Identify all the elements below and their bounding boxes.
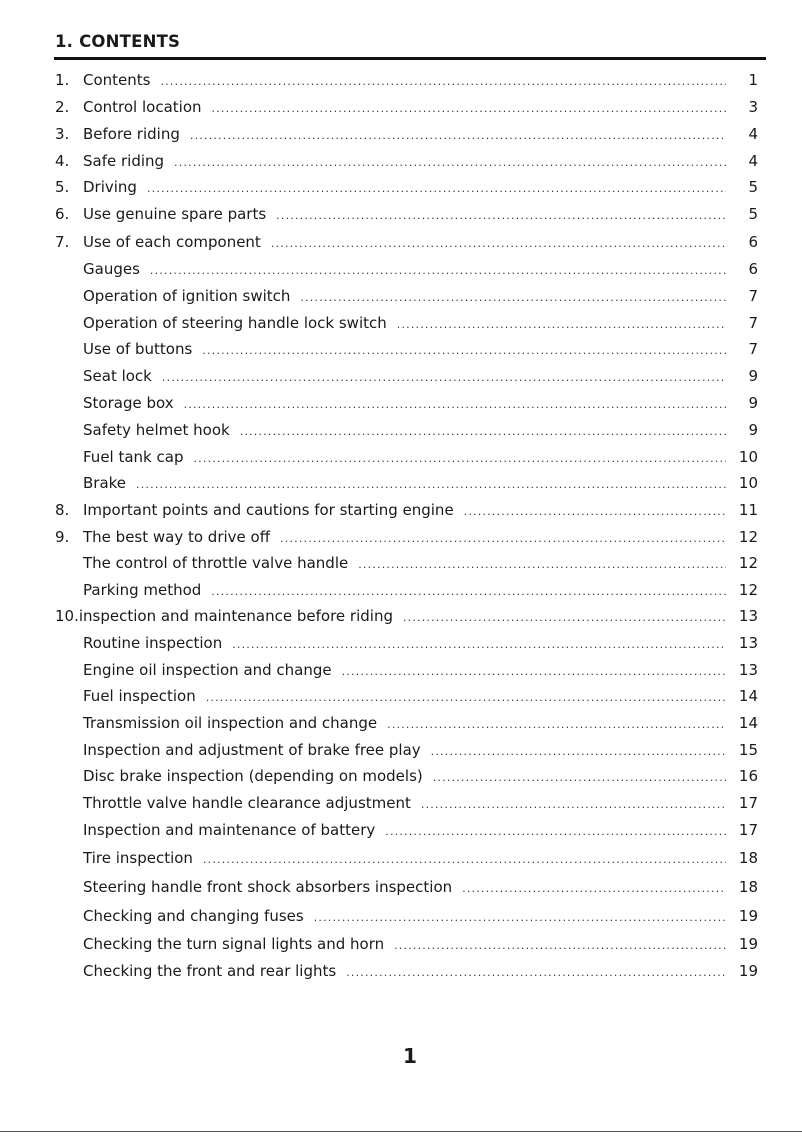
toc-entry bbox=[83, 934, 758, 954]
toc-dot-leader bbox=[433, 768, 726, 786]
toc-entry-page: 1 bbox=[748, 71, 758, 89]
toc-entry-title: Use of buttons bbox=[83, 340, 193, 358]
toc-entry bbox=[83, 820, 758, 840]
toc-entry bbox=[83, 740, 758, 760]
toc-entry bbox=[83, 961, 758, 981]
toc-entry-title: Tire inspection bbox=[83, 849, 193, 867]
toc-entry bbox=[83, 793, 758, 813]
toc-entry-page: 17 bbox=[738, 821, 758, 839]
toc-entry-page: 12 bbox=[738, 528, 758, 546]
toc-entry-page: 4 bbox=[748, 125, 758, 143]
toc-entry-title: Gauges bbox=[83, 260, 140, 278]
toc-entry bbox=[55, 527, 758, 547]
toc-entry-title: Operation of steering handle lock switch bbox=[83, 314, 387, 332]
toc-entry-title: Inspection and maintenance of battery bbox=[83, 821, 376, 839]
toc-entry-page: 12 bbox=[738, 554, 758, 572]
toc-entry-title: Driving bbox=[83, 178, 137, 196]
toc-entry-title: Throttle valve handle clearance adjustment bbox=[83, 794, 411, 812]
toc-entry-page: 13 bbox=[738, 661, 758, 679]
toc-entry-title: Parking method bbox=[83, 581, 202, 599]
bottom-divider bbox=[0, 1131, 802, 1132]
toc-dot-leader bbox=[174, 153, 726, 171]
toc-entry-page: 6 bbox=[748, 260, 758, 278]
toc-entry-title: Storage box bbox=[83, 394, 174, 412]
toc-dot-leader bbox=[403, 608, 726, 626]
toc-dot-leader bbox=[160, 72, 726, 90]
toc-dot-leader bbox=[280, 529, 726, 547]
toc-dot-leader bbox=[462, 879, 726, 897]
toc-dot-leader bbox=[211, 582, 726, 600]
toc-entry-title: Routine inspection bbox=[83, 634, 223, 652]
toc-entry-page: 10 bbox=[738, 448, 758, 466]
toc-entry-title: Checking the turn signal lights and horn bbox=[83, 935, 385, 953]
toc-entry-page: 5 bbox=[748, 205, 758, 223]
toc-entry bbox=[83, 447, 758, 467]
page-number: 1 bbox=[403, 1044, 417, 1068]
toc-entry bbox=[83, 906, 758, 926]
toc-entry bbox=[83, 259, 758, 279]
toc-entry bbox=[55, 177, 758, 197]
toc-entry-title: Seat lock bbox=[83, 367, 152, 385]
toc-entry bbox=[83, 660, 758, 680]
toc-entry bbox=[55, 204, 758, 224]
toc-entry-title: Control location bbox=[83, 98, 202, 116]
toc-dot-leader bbox=[394, 936, 726, 954]
toc-entry-title: Checking the front and rear lights bbox=[83, 962, 337, 980]
toc-entry bbox=[83, 686, 758, 706]
toc-entry bbox=[83, 553, 758, 573]
toc-entry-title: Operation of ignition switch bbox=[83, 287, 291, 305]
toc-entry bbox=[83, 286, 758, 306]
toc-entry-number: 8. bbox=[55, 501, 70, 519]
toc-entry-page: 9 bbox=[748, 394, 758, 412]
toc-entry-page: 15 bbox=[738, 741, 758, 759]
toc-entry-page: 19 bbox=[738, 907, 758, 925]
toc-entry-title: The best way to drive off bbox=[83, 528, 271, 546]
toc-entry-number: 7. bbox=[55, 233, 70, 251]
toc-entry-page: 16 bbox=[738, 767, 758, 785]
toc-entry-title: Disc brake inspection (depending on models) bbox=[83, 767, 423, 785]
toc-dot-leader bbox=[212, 99, 726, 117]
toc-entry bbox=[83, 766, 758, 786]
toc-entry bbox=[55, 124, 758, 144]
toc-entry bbox=[83, 713, 758, 733]
toc-entry-title: Fuel tank cap bbox=[83, 448, 184, 466]
toc-dot-leader bbox=[342, 662, 726, 680]
toc-entry bbox=[55, 606, 758, 626]
toc-entry-title: Inspection and adjustment of brake free play bbox=[83, 741, 421, 759]
toc-entry-number: 5. bbox=[55, 178, 70, 196]
toc-entry-page: 7 bbox=[748, 287, 758, 305]
toc-entry-title: The control of throttle valve handle bbox=[83, 554, 349, 572]
toc-entry-number: 2. bbox=[55, 98, 70, 116]
toc-entry-page: 7 bbox=[748, 340, 758, 358]
toc-entry bbox=[55, 232, 758, 252]
toc-dot-leader bbox=[276, 206, 726, 224]
toc-entry bbox=[83, 877, 758, 897]
toc-entry-number: 10. bbox=[55, 607, 79, 625]
toc-entry-page: 14 bbox=[738, 687, 758, 705]
toc-dot-leader bbox=[202, 341, 726, 359]
toc-entry-title: Use genuine spare parts bbox=[83, 205, 267, 223]
toc-entry-title: Use of each component bbox=[83, 233, 261, 251]
toc-entry bbox=[83, 420, 758, 440]
toc-entry-number: 6. bbox=[55, 205, 70, 223]
toc-entry-title: Steering handle front shock absorbers inspection bbox=[83, 878, 453, 896]
toc-entry-page: 9 bbox=[748, 421, 758, 439]
toc-entry-page: 17 bbox=[738, 794, 758, 812]
toc-entry-title: Brake bbox=[83, 474, 127, 492]
toc-entry-title: Transmission oil inspection and change bbox=[83, 714, 378, 732]
toc-dot-leader bbox=[421, 795, 726, 813]
toc-entry-title: Before riding bbox=[83, 125, 180, 143]
toc-dot-leader bbox=[193, 449, 726, 467]
toc-entry-page: 13 bbox=[738, 634, 758, 652]
toc-dot-leader bbox=[271, 234, 726, 252]
toc-dot-leader bbox=[431, 742, 726, 760]
toc-entry-page: 10 bbox=[738, 474, 758, 492]
toc-dot-leader bbox=[397, 315, 726, 333]
toc-entry-title: Fuel inspection bbox=[83, 687, 196, 705]
toc-entry-page: 13 bbox=[738, 607, 758, 625]
toc-entry-page: 7 bbox=[748, 314, 758, 332]
toc-entry-page: 6 bbox=[748, 233, 758, 251]
toc-dot-leader bbox=[464, 502, 726, 520]
toc-entry bbox=[83, 473, 758, 493]
toc-entry-page: 12 bbox=[738, 581, 758, 599]
toc-dot-leader bbox=[300, 288, 726, 306]
toc-dot-leader bbox=[136, 475, 726, 493]
toc-entry-number: 4. bbox=[55, 152, 70, 170]
toc-entry bbox=[83, 366, 758, 386]
toc-entry-title: Safe riding bbox=[83, 152, 165, 170]
toc-entry-page: 11 bbox=[738, 501, 758, 519]
toc-entry-title: Contents bbox=[83, 71, 151, 89]
toc-entry bbox=[83, 848, 758, 868]
toc-dot-leader bbox=[190, 126, 726, 144]
toc-entry bbox=[83, 313, 758, 333]
toc-entry bbox=[55, 151, 758, 171]
toc-dot-leader bbox=[206, 688, 726, 706]
toc-dot-leader bbox=[358, 555, 726, 573]
toc-entry-page: 19 bbox=[738, 935, 758, 953]
toc-entry-title: Safety helmet hook bbox=[83, 421, 230, 439]
toc-entry bbox=[55, 70, 758, 90]
toc-dot-leader bbox=[314, 908, 726, 926]
toc-entry-page: 18 bbox=[738, 849, 758, 867]
toc-entry-title: Checking and changing fuses bbox=[83, 907, 304, 925]
toc-dot-leader bbox=[162, 368, 726, 386]
toc-dot-leader bbox=[240, 422, 726, 440]
toc-dot-leader bbox=[387, 715, 726, 733]
toc-entry-page: 5 bbox=[748, 178, 758, 196]
toc-entry-page: 18 bbox=[738, 878, 758, 896]
toc-entry-title: Important points and cautions for starting engine bbox=[83, 501, 454, 519]
toc-dot-leader bbox=[385, 822, 726, 840]
toc-entry bbox=[83, 633, 758, 653]
toc-entry-number: 3. bbox=[55, 125, 70, 143]
toc-dot-leader bbox=[232, 635, 726, 653]
toc-dot-leader bbox=[203, 850, 726, 868]
toc-entry-title: Engine oil inspection and change bbox=[83, 661, 332, 679]
toc-entry bbox=[55, 97, 758, 117]
toc-entry-page: 14 bbox=[738, 714, 758, 732]
toc-entry bbox=[83, 339, 758, 359]
toc-dot-leader bbox=[150, 261, 726, 279]
toc-entry-page: 3 bbox=[748, 98, 758, 116]
toc-entry bbox=[83, 393, 758, 413]
page-title: 1. CONTENTS bbox=[55, 32, 181, 51]
toc-entry-page: 19 bbox=[738, 962, 758, 980]
toc-dot-leader bbox=[147, 179, 726, 197]
toc-entry-page: 9 bbox=[748, 367, 758, 385]
toc-dot-leader bbox=[184, 395, 726, 413]
toc-entry bbox=[55, 500, 758, 520]
toc-dot-leader bbox=[346, 963, 726, 981]
toc-entry-number: 1. bbox=[55, 71, 70, 89]
toc-entry bbox=[83, 580, 758, 600]
title-underline bbox=[54, 57, 766, 60]
toc-entry-number: 9. bbox=[55, 528, 70, 546]
toc-entry-title: inspection and maintenance before riding bbox=[78, 607, 393, 625]
toc-entry-page: 4 bbox=[748, 152, 758, 170]
